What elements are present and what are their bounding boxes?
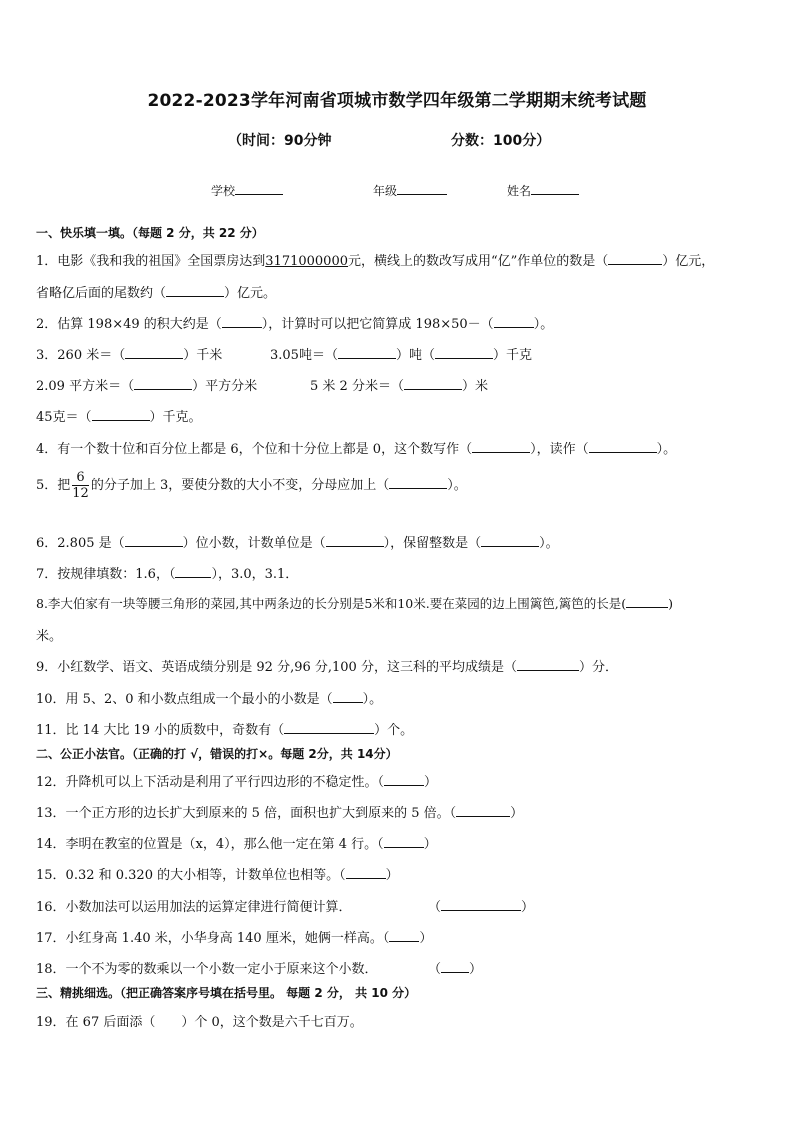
name-blank[interactable] <box>531 182 579 195</box>
question-9: 9．小红数学、语文、英语成绩分别是 92 分,96 分,100 分，这三科的平均成绩是（ ）分． <box>36 660 618 675</box>
grade-field[interactable] <box>373 182 447 199</box>
answer-blank[interactable] <box>435 348 493 359</box>
answer-blank[interactable] <box>389 478 447 489</box>
question-15: 15．0.32 和 0.320 的大小相等，计数单位也相等。（ ） <box>36 868 399 883</box>
answer-blank[interactable] <box>284 723 374 734</box>
answer-blank[interactable] <box>326 536 384 547</box>
question-3-tons: 3.05吨＝（ ）吨（ ）千克 <box>270 348 532 363</box>
answer-blank[interactable] <box>441 900 521 911</box>
section-3-heading: 三、精挑细选。（把正确答案序号填在括号里。 每题 2 分， 共 10 分） <box>36 986 417 1000</box>
question-3-meters: 5 米 2 分米＝（ ）米 <box>310 379 488 394</box>
box-office-number: 3171000000 <box>265 254 348 269</box>
question-10: 10．用 5、2、0 和小数点组成一个最小的小数是（ ）。 <box>36 692 383 707</box>
answer-blank[interactable] <box>222 317 262 328</box>
question-13: 13．一个正方形的边长扩大到原来的 5 倍，面积也扩大到原来的 5 倍。（ ） <box>36 806 524 821</box>
question-1: 1．电影《我和我的祖国》全国票房达到3171000000元，横线上的数改写成用“亿”作单位的数是（ ）亿元， <box>36 254 715 269</box>
answer-blank[interactable] <box>134 379 192 390</box>
answer-blank[interactable] <box>589 442 657 453</box>
question-2: 2．估算 198×49 的积大约是（ ），计算时可以把它简算成 198×50－（ ）。 <box>36 317 554 332</box>
fraction-denominator: 12 <box>72 486 89 501</box>
fraction-numerator: 6 <box>72 470 89 486</box>
question-5: 5．把 $\frac{6}{12}$ 的分子加上 3，要使分数的大小不变，分母应加上（ ）。 <box>36 470 467 501</box>
answer-blank[interactable] <box>389 931 419 942</box>
answer-blank[interactable] <box>338 348 396 359</box>
question-3-row-2: 2.09 平方米＝（ ）平方分米 <box>36 379 258 394</box>
answer-blank[interactable] <box>346 868 386 879</box>
answer-blank[interactable] <box>333 692 363 703</box>
answer-blank[interactable] <box>125 348 183 359</box>
answer-blank[interactable] <box>494 317 534 328</box>
school-field[interactable] <box>211 182 283 199</box>
question-18: 18．一个不为零的数乘以一个小数一定小于原来这个小数． <box>36 962 378 977</box>
question-4: 4．有一个数十位和百分位上都是 6，个位和十分位上都是 0，这个数写作（ ），读作（ ）。 <box>36 442 677 457</box>
question-6: 6．2.805 是（ ）位小数，计数单位是（ ），保留整数是（ ）。 <box>36 536 559 551</box>
school-blank[interactable] <box>235 182 283 195</box>
answer-blank[interactable] <box>441 962 469 973</box>
question-3-row-1: 3．260 米＝（ ）千米 <box>36 348 223 363</box>
exam-title: 2022-2023学年河南省项城市数学四年级第二学期期末统考试题 <box>147 91 647 111</box>
question-19: 19．在 67 后面添（ ）个 0，这个数是六千七百万。 <box>36 1015 363 1030</box>
answer-blank[interactable] <box>517 660 579 671</box>
question-3-row-3: 45克＝（ ）千克。 <box>36 410 202 425</box>
name-field[interactable] <box>507 182 579 199</box>
school-label: 学校 <box>211 184 236 198</box>
answer-blank[interactable] <box>166 286 224 297</box>
exam-score: 分数：100分） <box>451 133 551 149</box>
answer-blank[interactable] <box>175 567 211 578</box>
answer-blank[interactable] <box>92 410 150 421</box>
answer-blank[interactable] <box>456 806 510 817</box>
exam-time: （时间：90分钟 <box>228 133 332 149</box>
answer-blank[interactable] <box>125 536 183 547</box>
grade-label: 年级 <box>373 184 398 198</box>
question-14: 14．李明在教室的位置是（x，4），那么他一定在第 4 行。（ ） <box>36 837 437 852</box>
answer-blank[interactable] <box>384 837 424 848</box>
question-17: 17．小红身高 1.40 米，小华身高 140 厘米，她俩一样高。（ ） <box>36 931 433 946</box>
answer-blank[interactable] <box>608 254 662 265</box>
section-1-heading: 一、快乐填一填。（每题 2 分，共 22 分） <box>36 226 264 240</box>
answer-blank[interactable] <box>404 379 462 390</box>
question-8-cont: 米。 <box>36 629 63 644</box>
section-2-heading: 二、公正小法官。（正确的打 √，错误的打×。每题 2分，共 14分） <box>36 747 398 761</box>
answer-blank[interactable] <box>626 597 668 608</box>
answer-blank[interactable] <box>481 536 539 547</box>
question-7: 7．按规律填数：1.6，（ ），3.0，3.1． <box>36 567 299 582</box>
question-11: 11．比 14 大比 19 小的质数中，奇数有（ ）个。 <box>36 723 414 738</box>
grade-blank[interactable] <box>397 182 447 195</box>
question-16-answer: （ ） <box>428 900 535 915</box>
question-18-answer: （ ） <box>428 962 483 977</box>
question-16: 16．小数加法可以运用加法的运算定律进行简便计算． <box>36 900 352 915</box>
question-1-cont: 省略亿后面的尾数约（ ）亿元。 <box>36 286 277 301</box>
question-12: 12．升降机可以上下活动是利用了平行四边形的不稳定性。（ ） <box>36 775 438 790</box>
fraction <box>72 470 89 501</box>
answer-blank[interactable] <box>384 775 424 786</box>
question-8: 8.李大伯家有一块等腰三角形的菜园,其中两条边的长分别是5米和10米.要在菜园的边上围篱笆,篱笆的长是( ) <box>36 596 673 611</box>
answer-blank[interactable] <box>472 442 530 453</box>
name-label: 姓名 <box>507 184 532 198</box>
